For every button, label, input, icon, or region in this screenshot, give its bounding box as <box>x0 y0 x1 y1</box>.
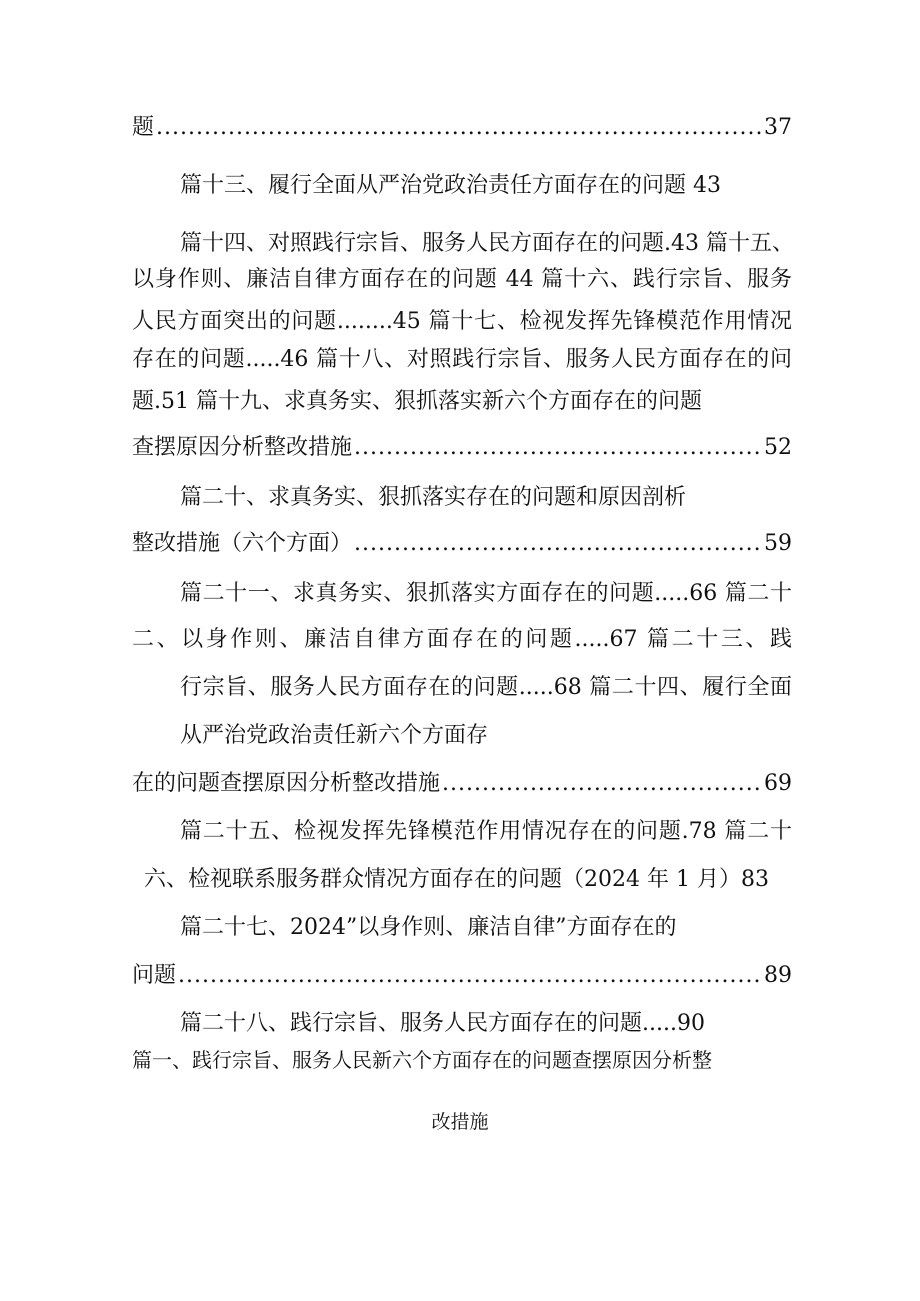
section-heading-continuation: 改措施 <box>431 1111 489 1133</box>
toc-line: 篇二十五、检视发挥先锋模范作用情况存在的问题.78 篇二十 <box>180 819 792 844</box>
toc-page-number: 69 <box>764 771 792 796</box>
toc-page-number: 52 <box>764 435 792 460</box>
toc-line: 人民方面突出的问题........45 篇十七、检视发挥先锋模范作用情况 <box>132 309 792 334</box>
toc-page-number: 89 <box>764 963 792 988</box>
toc-line: 篇十四、对照践行宗旨、服务人民方面存在的问题.43 篇十五、 <box>180 231 794 256</box>
section-heading: 篇一、践行宗旨、服务人民新六个方面存在的问题查摆原因分析整 <box>132 1048 712 1072</box>
toc-line: 以身作则、廉洁自律方面存在的问题 44 篇十六、践行宗旨、服务 <box>132 267 792 292</box>
toc-line <box>132 962 792 990</box>
toc-line: 篇二十、求真务实、狠抓落实存在的问题和原因剖析 <box>180 485 687 510</box>
toc-entry-text: 查摆原因分析整改措施 <box>132 435 353 460</box>
toc-line: 题.51 篇十九、求真务实、狠抓落实新六个方面存在的问题 <box>132 389 702 414</box>
toc-entry-text: 题 <box>132 115 155 140</box>
toc-entry-text: 在的问题查摆原因分析整改措施 <box>132 771 441 796</box>
toc-entry-text: 问题 <box>132 963 177 988</box>
toc-line: 篇二十八、践行宗旨、服务人民方面存在的问题.....90 <box>180 1011 705 1036</box>
toc-page-number: 37 <box>764 115 792 140</box>
toc-leader <box>354 530 762 558</box>
toc-line <box>132 530 792 558</box>
toc-line: 存在的问题.....46 篇十八、对照践行宗旨、服务人民方面存在的问 <box>132 347 792 372</box>
toc-line <box>132 770 792 798</box>
toc-leader <box>354 434 762 462</box>
toc-entry-text: 整改措施（六个方面） <box>132 531 353 556</box>
toc-line: 二、以身作则、廉洁自律方面存在的问题.....67 篇二十三、践 <box>132 627 792 652</box>
toc-line: 六、检视联系服务群众情况方面存在的问题（2024 年 1 月）83 <box>144 867 769 892</box>
toc-line: 行宗旨、服务人民方面存在的问题.....68 篇二十四、履行全面 <box>180 675 792 700</box>
toc-line <box>132 434 792 462</box>
toc-leader <box>178 962 762 990</box>
toc-leader <box>156 114 762 142</box>
toc-line <box>132 114 792 142</box>
toc-leader <box>442 770 762 798</box>
toc-line: 篇二十一、求真务实、狠抓落实方面存在的问题.....66 篇二十 <box>180 581 792 606</box>
toc-page-number: 59 <box>764 531 792 556</box>
toc-line: 从严治党政治责任新六个方面存 <box>180 723 489 748</box>
toc-line: 篇二十七、2024”以身作则、廉洁自律”方面存在的 <box>180 915 677 940</box>
toc-line: 篇十三、履行全面从严治党政治责任方面存在的问题 43 <box>180 173 721 198</box>
